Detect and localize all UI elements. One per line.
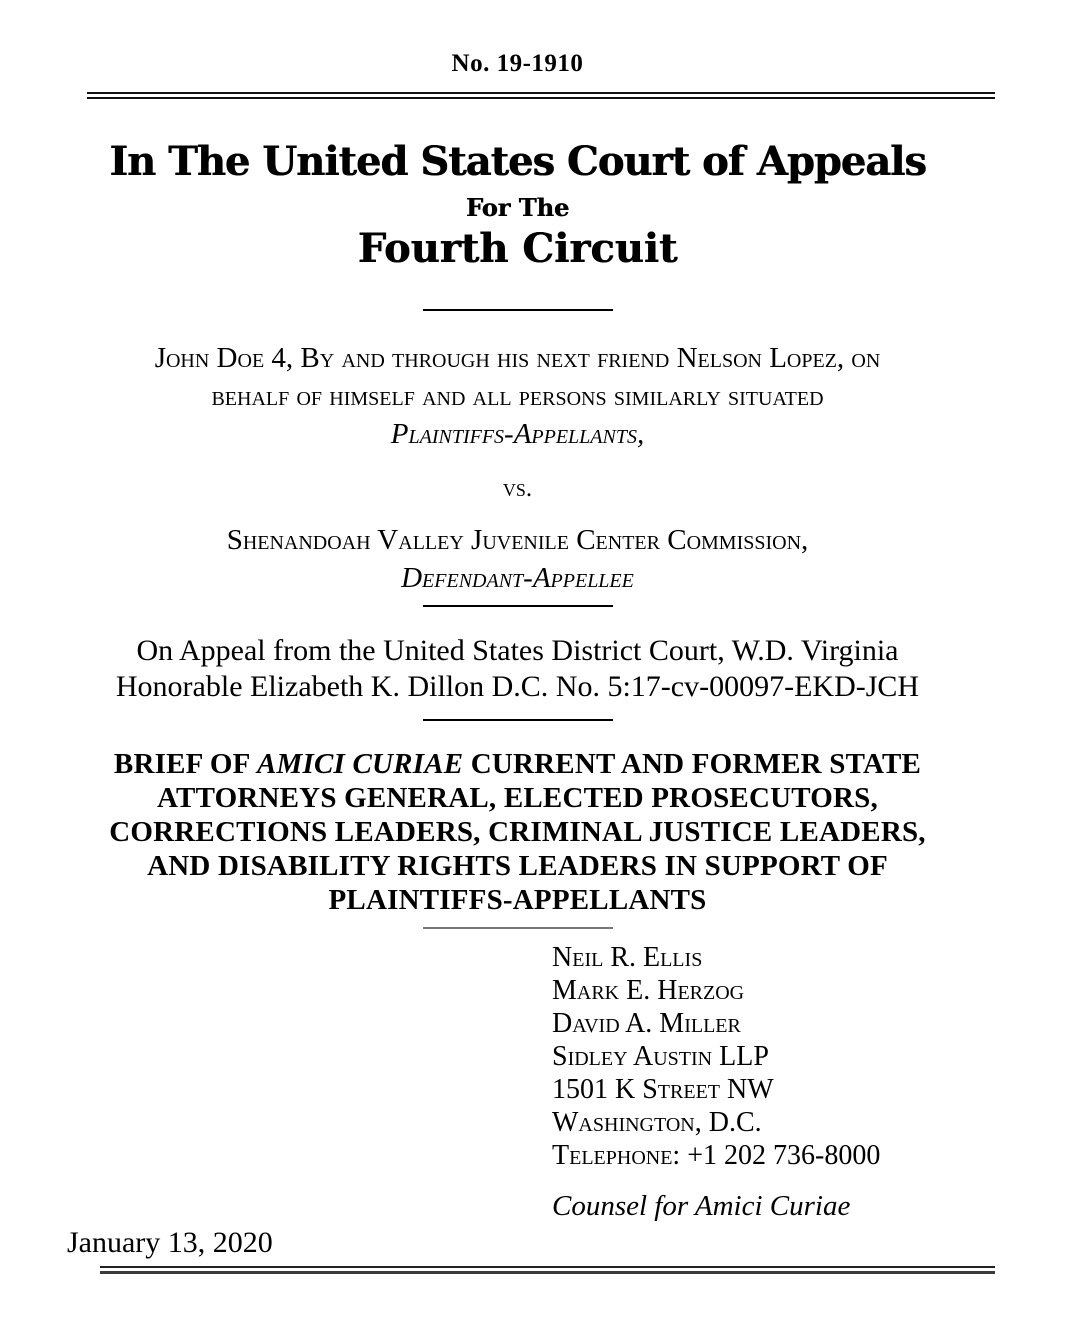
top-double-rule: [87, 92, 995, 99]
firm-street-address: 1501 K Street NW: [552, 1074, 774, 1105]
court-name-circuit: Fourth Circuit: [357, 225, 678, 272]
section-divider-4: [423, 927, 613, 929]
counsel-block: [552, 941, 1035, 1172]
plaintiff-name-line1: John Doe 4, By and through his next friend Nelson Lopez, on: [154, 342, 881, 374]
brief-title-line1-suffix: CURRENT AND FORMER STATE: [463, 748, 922, 780]
bottom-double-rule: [100, 1266, 995, 1274]
counsel-name-1: Neil R. Ellis: [552, 942, 703, 973]
defendant-name: [0, 521, 1035, 597]
appeal-origin-line2: Honorable Elizabeth K. Dillon D.C. No. 5:17-cv-00097-EKD-JCH: [115, 670, 920, 703]
firm-city: Washington, D.C.: [552, 1107, 762, 1138]
defendant-name-line: Shenandoah Valley Juvenile Center Commission,: [226, 524, 809, 556]
brief-title-line1-prefix: BRIEF OF: [113, 748, 257, 780]
court-name-for-the: For The: [465, 193, 570, 222]
appeal-origin-line1: On Appeal from the United States District Court, W.D. Virginia: [136, 634, 899, 667]
section-divider-2: [423, 605, 613, 607]
filing-date: January 13, 2020: [67, 1226, 273, 1259]
brief-title-line3: CORRECTIONS LEADERS, CRIMINAL JUSTICE LEADERS,: [109, 816, 926, 848]
court-name: [0, 137, 1035, 273]
counsel-role: Counsel for Amici Curiae: [552, 1190, 851, 1222]
brief-title-line1: [0, 747, 1035, 781]
brief-title-line2: ATTORNEYS GENERAL, ELECTED PROSECUTORS,: [157, 782, 878, 814]
brief-title-line4: AND DISABILITY RIGHTS LEADERS IN SUPPORT OF: [147, 850, 888, 882]
brief-title-line5: PLAINTIFFS-APPELLANTS: [328, 884, 707, 916]
appeal-origin: [0, 633, 1035, 705]
counsel-name-3: David A. Miller: [552, 1008, 741, 1039]
plaintiff-name: [0, 339, 1035, 453]
counsel-name-2: Mark E. Herzog: [552, 975, 745, 1006]
versus-label: vs.: [502, 475, 533, 502]
firm-name: Sidley Austin LLP: [552, 1041, 769, 1072]
section-divider-1: [423, 309, 613, 311]
section-divider-3: [423, 719, 613, 721]
brief-title-amici-curiae: AMICI CURIAE: [256, 748, 464, 780]
court-name-line1: In The United States Court of Appeals: [109, 138, 926, 185]
defendant-designation: Defendant-Appellee: [401, 562, 634, 594]
plaintiff-name-line2: behalf of himself and all persons similarly situated: [211, 380, 824, 412]
brief-title: [0, 747, 1035, 917]
case-number: No. 19-1910: [451, 50, 584, 77]
firm-telephone: Telephone: +1 202 736-8000: [552, 1140, 881, 1171]
plaintiff-designation: Plaintiffs-Appellants,: [390, 418, 645, 450]
